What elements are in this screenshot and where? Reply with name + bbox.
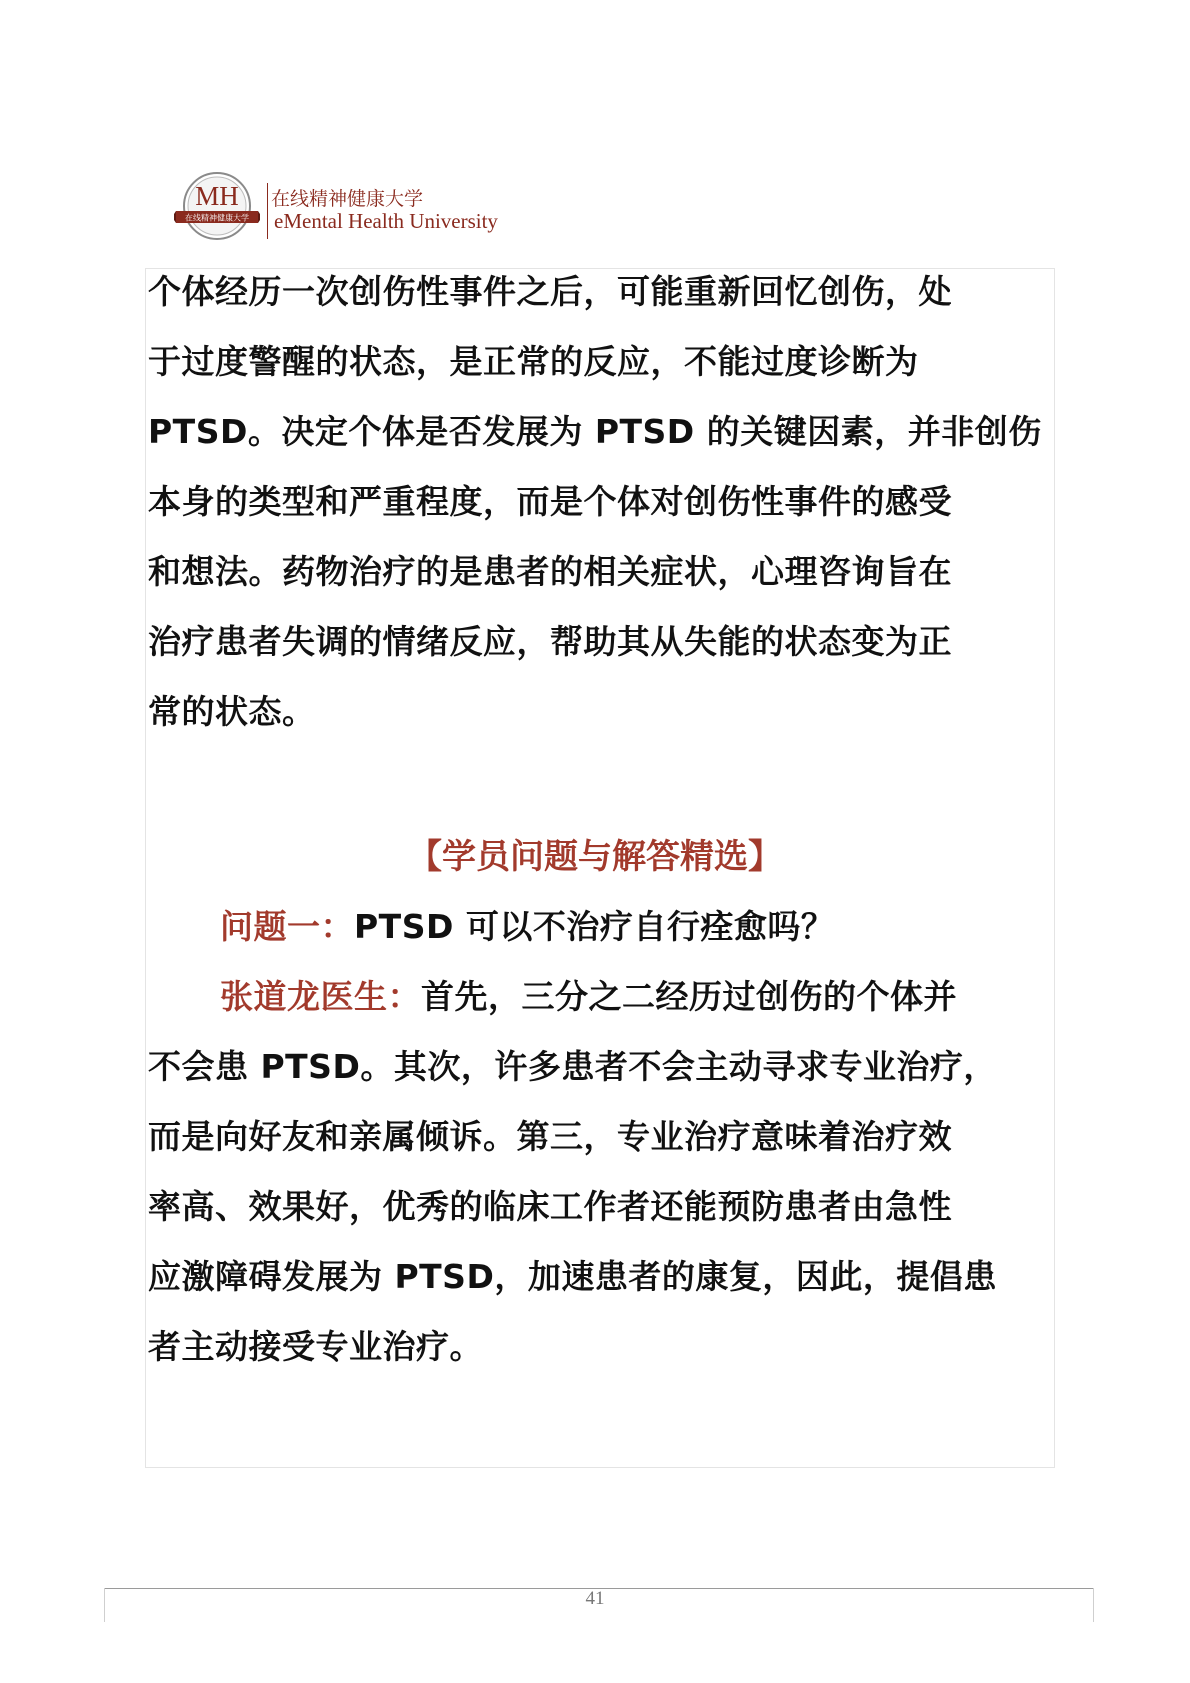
paragraph-line: 常的状态。 bbox=[148, 692, 316, 731]
paragraph-line: 本身的类型和严重程度，而是个体对创伤性事件的感受 bbox=[148, 482, 952, 521]
answer-first-line-text: 首先，三分之二经历过创伤的个体并 bbox=[421, 977, 957, 1016]
paragraph-line: 和想法。药物治疗的是患者的相关症状，心理咨询旨在 bbox=[148, 552, 952, 591]
brand-name-english: eMental Health University bbox=[274, 209, 498, 233]
brand-name-chinese: 在线精神健康大学 bbox=[271, 188, 424, 210]
question-label: 问题一： bbox=[220, 907, 354, 946]
paragraph-line: 治疗患者失调的情绪反应，帮助其从失能的状态变为正 bbox=[148, 622, 952, 661]
university-logo bbox=[174, 172, 260, 244]
answer-line: 而是向好友和亲属倾诉。第三，专业治疗意味着治疗效 bbox=[148, 1117, 952, 1156]
page-number: 41 bbox=[585, 1588, 605, 1609]
paragraph-line: PTSD。决定个体是否发展为 PTSD 的关键因素，并非创伤 bbox=[148, 412, 1042, 451]
answer-label: 张道龙医生： bbox=[220, 977, 421, 1016]
answer-line: 率高、效果好，优秀的临床工作者还能预防患者由急性 bbox=[148, 1187, 952, 1226]
answer-line: 应激障碍发展为 PTSD，加速患者的康复，因此，提倡患 bbox=[148, 1257, 997, 1296]
answer-line: 不会患 PTSD。其次，许多患者不会主动寻求专业治疗， bbox=[148, 1047, 997, 1086]
logo-monogram: MH bbox=[195, 181, 239, 211]
paragraph-line: 个体经历一次创伤性事件之后，可能重新回忆创伤，处 bbox=[148, 272, 952, 311]
question-text: PTSD 可以不治疗自行痊愈吗？ bbox=[354, 907, 835, 946]
logo-ribbon-text: 在线精神健康大学 bbox=[185, 213, 249, 223]
section-title: 【学员问题与解答精选】 bbox=[408, 837, 782, 877]
question-line bbox=[220, 907, 834, 947]
answer-line: 者主动接受专业治疗。 bbox=[148, 1327, 483, 1366]
answer-first-line bbox=[220, 977, 957, 1017]
paragraph-line: 于过度警醒的状态，是正常的反应，不能过度诊断为 bbox=[148, 342, 919, 381]
logo-divider bbox=[267, 183, 268, 239]
